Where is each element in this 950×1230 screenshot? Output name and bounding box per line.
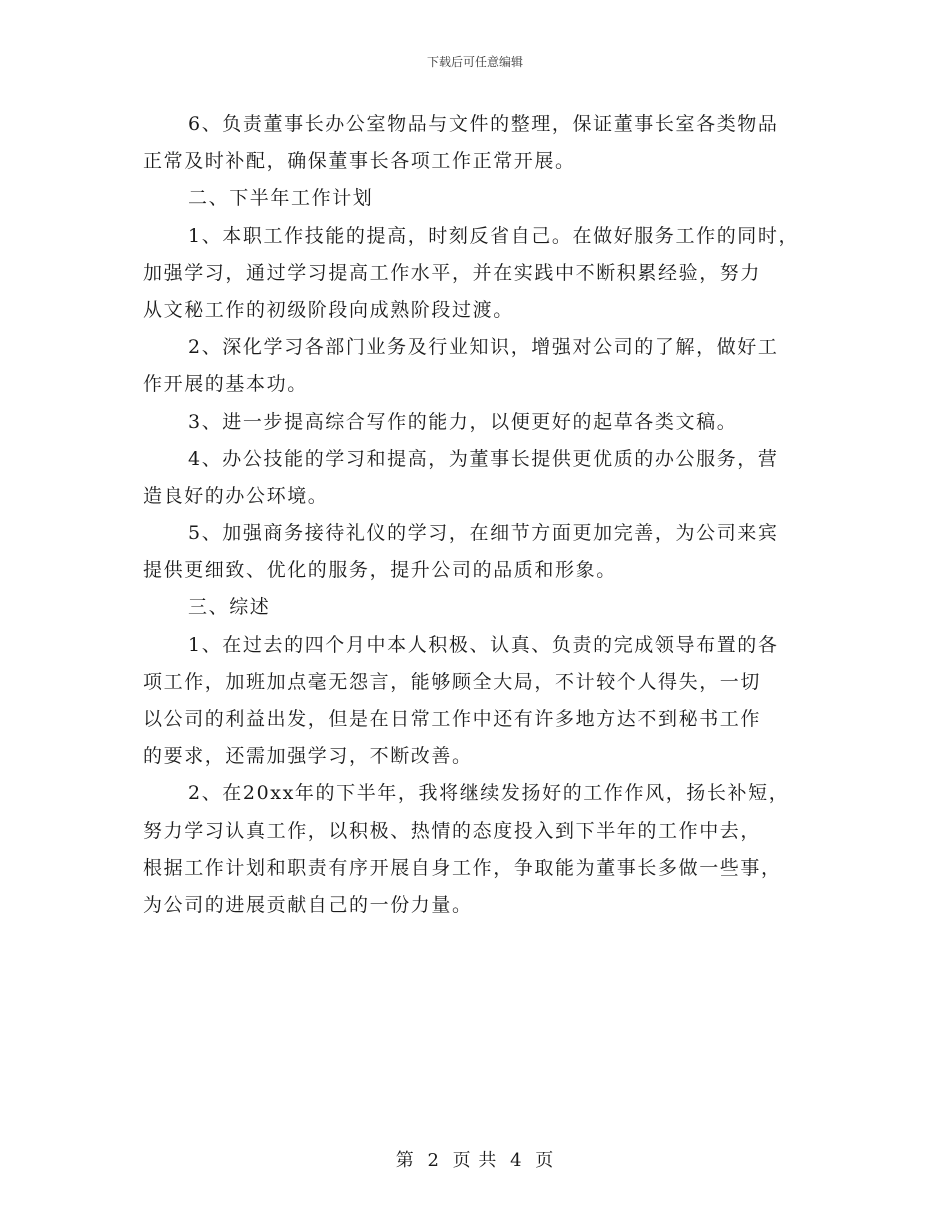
text-line: 以公司的利益出发，但是在日常工作中还有许多地方达不到秘书工作 <box>143 708 762 730</box>
text-line: 的要求，还需加强学习，不断改善。 <box>143 745 473 768</box>
text-line: 2、在20xx年的下半年，我将继续发扬好的工作作风，扬长补短， <box>188 782 790 805</box>
text-line: 提供更细致、优化的服务，提升公司的品质和形象。 <box>143 559 617 582</box>
text-line: 二、下半年工作计划 <box>188 187 374 210</box>
document-body <box>143 106 823 924</box>
text-line: 6、负责董事长办公室物品与文件的整理，保证董事长室各类物品 <box>188 113 779 135</box>
page-number-footer <box>0 1146 950 1172</box>
text-line: 努力学习认真工作，以积极、热情的态度投入到下半年的工作中去， <box>143 819 762 842</box>
page-footer-middle: 页 共 <box>452 1150 498 1171</box>
current-page-number: 2 <box>427 1150 440 1171</box>
text-line: 2、深化学习各部门业务及行业知识，增强对公司的了解，做好工 <box>188 336 779 359</box>
text-line: 1、本职工作技能的提高，时刻反省自己。在做好服务工作的同时， <box>188 224 800 247</box>
text-line: 为公司的进展贡献自己的一份力量。 <box>143 893 473 916</box>
text-line: 4、办公技能的学习和提高，为董事长提供更优质的办公服务，营 <box>188 447 779 470</box>
page-header-note: 下载后可任意编辑 <box>426 55 523 69</box>
text-line: 3、进一步提高综合写作的能力，以便更好的起草各类文稿。 <box>188 410 738 433</box>
text-line: 三、综述 <box>188 596 271 619</box>
text-line: 1、在过去的四个月中本人积极、认真、负责的完成领导布置的各 <box>188 633 779 656</box>
text-line: 项工作，加班加点毫无怨言，能够顾全大局，不计较个人得失，一切 <box>143 670 762 693</box>
text-line: 加强学习，通过学习提高工作水平，并在实践中不断积累经验，努力 <box>143 261 762 284</box>
text-line: 5、加强商务接待礼仪的学习，在细节方面更加完善，为公司来宾 <box>188 522 779 545</box>
text-line: 作开展的基本功。 <box>143 373 308 396</box>
total-page-count: 4 <box>510 1150 523 1171</box>
text-line: 造良好的办公环境。 <box>143 484 329 507</box>
page-footer-prefix: 第 <box>395 1150 415 1171</box>
text-line: 根据工作计划和职责有序开展自身工作，争取能为董事长多做一些事， <box>143 856 782 879</box>
page-footer-suffix: 页 <box>535 1150 555 1171</box>
text-line: 正常及时补配，确保董事长各项工作正常开展。 <box>143 150 576 173</box>
text-line: 从文秘工作的初级阶段向成熟阶段过渡。 <box>143 298 514 321</box>
